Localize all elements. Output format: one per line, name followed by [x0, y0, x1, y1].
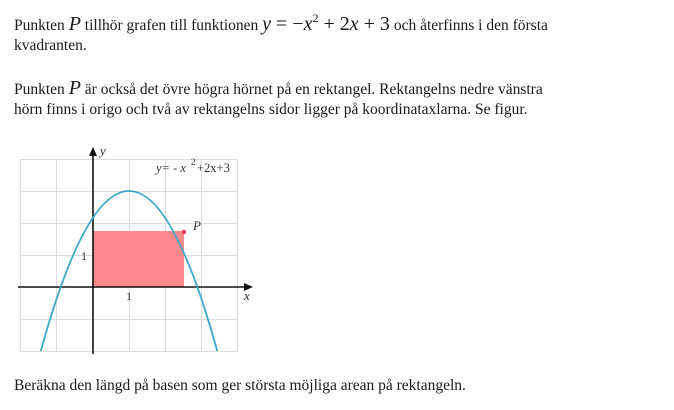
- svg-text:y= - x: y= - x: [156, 161, 186, 175]
- y-axis-label: y: [100, 143, 106, 158]
- text: är också det övre högra hörnet på en rektangel. Rektangelns nedre vänstra hörn finns i origo och två av rektangelns sidor ligger på koordinataxlarna. Se figur.: [14, 81, 543, 118]
- svg-text:+2x+3: +2x+3: [197, 161, 230, 175]
- text: tillhör grafen till funktionen: [80, 17, 263, 34]
- point-symbol: P: [68, 77, 81, 99]
- point-symbol: P: [68, 13, 81, 35]
- text: Punkten: [14, 81, 69, 98]
- x-tick-label-1: 1: [126, 289, 132, 303]
- point-p-label: P: [193, 218, 201, 233]
- y-axis-arrow-icon: [89, 147, 97, 156]
- function-equation: $y = -x^2 + 2x + 3$: [262, 11, 390, 35]
- rectangle-area: [93, 231, 184, 287]
- y-tick-label-1: 1: [81, 249, 87, 263]
- svg-text:2: 2: [191, 157, 196, 167]
- question-text: Beräkna den längd på basen som ger största möjliga arean på rektangeln.: [14, 377, 466, 394]
- text: och återfinns i den första kvadranten.: [14, 17, 548, 54]
- point-p-marker: [182, 230, 186, 234]
- text: Punkten: [14, 17, 69, 34]
- x-axis-label: x: [244, 288, 250, 303]
